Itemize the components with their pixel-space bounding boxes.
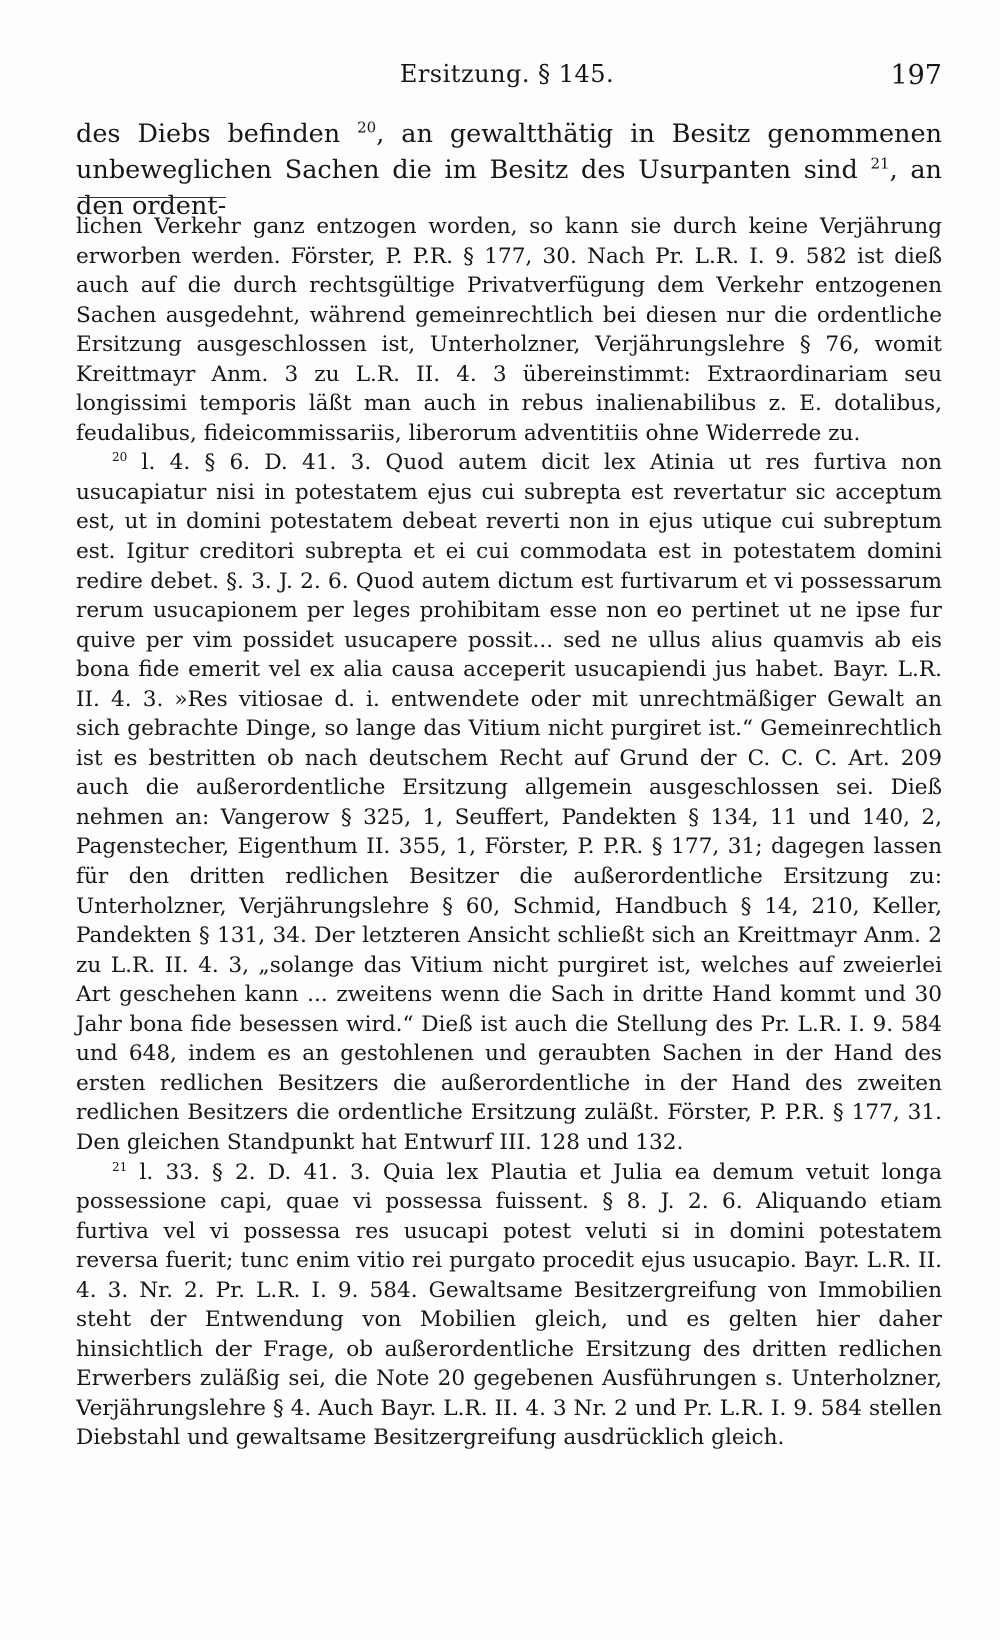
footnote-20 bbox=[76, 448, 942, 1157]
footnote-continuation: lichen Verkehr ganz entzogen worden, so kann sie durch keine Verjährung erworben werden. Förster, P. P.R. § 177, 30. Nach Pr. L.R. I. 9. 582 ist dieß auch auf die durch rechtsgültige Privatverfügung dem Verkehr entzogenen Sachen ausgedehnt, während gemeinrechtlich bei diesen nur die ordentliche Ersitzung ausgeschlossen ist, Unterholzner, Verjährungslehre § 76, womit Kreittmayr Anm. 3 zu L.R. II. 4. 3 übereinstimmt: Extraordinariam seu longissimi temporis läßt man auch in rebus inalienabilibus z. E. dotalibus, feudalibus, fideicommissariis, liberorum adventitiis ohne Widerrede zu. bbox=[76, 214, 942, 446]
main-paragraph bbox=[76, 116, 942, 224]
footnote-separator bbox=[78, 197, 226, 198]
footnote-ref-21: 21 bbox=[870, 154, 890, 173]
main-text-end: , an den ordent- bbox=[76, 155, 942, 221]
footnotes bbox=[76, 212, 942, 1453]
main-text-start: des Diebs befinden bbox=[76, 119, 358, 149]
footnote-21 bbox=[76, 1158, 942, 1453]
main-text-middle: , an gewaltthätig in Besitz genommenen unbeweglichen Sachen die im Besitz des Usurpanten sind bbox=[76, 119, 942, 185]
page-header bbox=[72, 60, 942, 100]
footnote-20-marker: 20 bbox=[112, 450, 128, 465]
page-number: 197 bbox=[890, 60, 942, 91]
running-title: Ersitzung. § 145. bbox=[399, 60, 615, 88]
footnote-20-text: l. 4. § 6. D. 41. 3. Quod autem dicit lex Atinia ut res furtiva non usucapiatur nisi in potestatem ejus cui subrepta est revertatur sic acceptum est, ut in domini potestatem debeat reverti non in ejus utique cui subreptum est. Igitur creditori subrepta et ei cui commodata est in potestatem domini redire debet. §. 3. J. 2. 6. Quod autem dictum est furtivarum et vi possessarum rerum usucapionem per leges prohibitam esse non eo pertinet ut ne ipse fur quive per vim possidet usucapere possit... sed ne ullus alius quamvis ab eis bona fide emerit vel ex alia causa acceperit usucapiendi jus habet. Bayr. L.R. II. 4. 3. »Res vitiosae d. i. entwendete oder mit unrechtmäßiger Gewalt an sich gebrachte Dinge, so lange das Vitium nicht purgiret ist.“ Gemeinrechtlich ist es bestritten ob nach deutschem Recht auf Grund der C. C. C. Art. 209 auch die außerordentliche Ersitzung allgemein ausgeschlossen sei. Dieß nehmen an: Vangerow § 325, 1, Seuffert, Pandekten § 134, 11 und 140, 2, Pagenstecher, Eigenthum II. 355, 1, Förster, P. P.R. § 177, 31; dagegen lassen für den dritten redlichen Besitzer die außerordentliche Ersitzung zu: Unterholzner, Verjährungslehre § 60, Schmid, Handbuch § 14, 210, Keller, Pandekten § 131, 34. Der letzteren Ansicht schließt sich an Kreittmayr Anm. 2 zu L.R. II. 4. 3, „solange das Vitium nicht purgiret ist, welches auf zweierlei Art geschehen kann ... zweitens wenn die Sach in dritte Hand kommt und 30 Jahr bona fide besessen wird.“ Dieß ist auch die Stellung des Pr. L.R. I. 9. 584 und 648, indem es an gestohlenen und geraubten Sachen in der Hand des ersten redlichen Besitzers die außerordentliche in der Hand des zweiten redlichen Besitzers die ordentliche Ersitzung zuläßt. Förster, P. P.R. § 177, 31. Den gleichen Standpunkt hat Entwurf III. 128 und 132. bbox=[76, 450, 942, 1155]
footnote-21-marker: 21 bbox=[112, 1159, 128, 1174]
main-text bbox=[76, 116, 942, 224]
footnote-21-text: l. 33. § 2. D. 41. 3. Quia lex Plautia et Julia ea demum vetuit longa possessione capi, quae vi possessa fuissent. § 8. J. 2. 6. Aliquando etiam furtiva vel vi possessa res usucapi potest veluti si in domini potestatem reversa fuerit; tunc enim vitio rei purgato procedit ejus usucapio. Bayr. L.R. II. 4. 3. Nr. 2. Pr. L.R. I. 9. 584. Gewaltsame Besitzergreifung von Immobilien steht der Entwendung von Mobilien gleich, und es gelten hier daher hinsichtlich der Frage, ob außerordentliche Ersitzung des dritten redlichen Erwerbers zuläßig sei, die Note 20 gegebenen Ausführungen s. Unterholzner, Verjährungslehre § 4. Auch Bayr. L.R. II. 4. 3 Nr. 2 und Pr. L.R. I. 9. 584 stellen Diebstahl und gewaltsame Besitzergreifung ausdrücklich gleich. bbox=[76, 1159, 942, 1451]
footnote-ref-20: 20 bbox=[357, 118, 377, 137]
